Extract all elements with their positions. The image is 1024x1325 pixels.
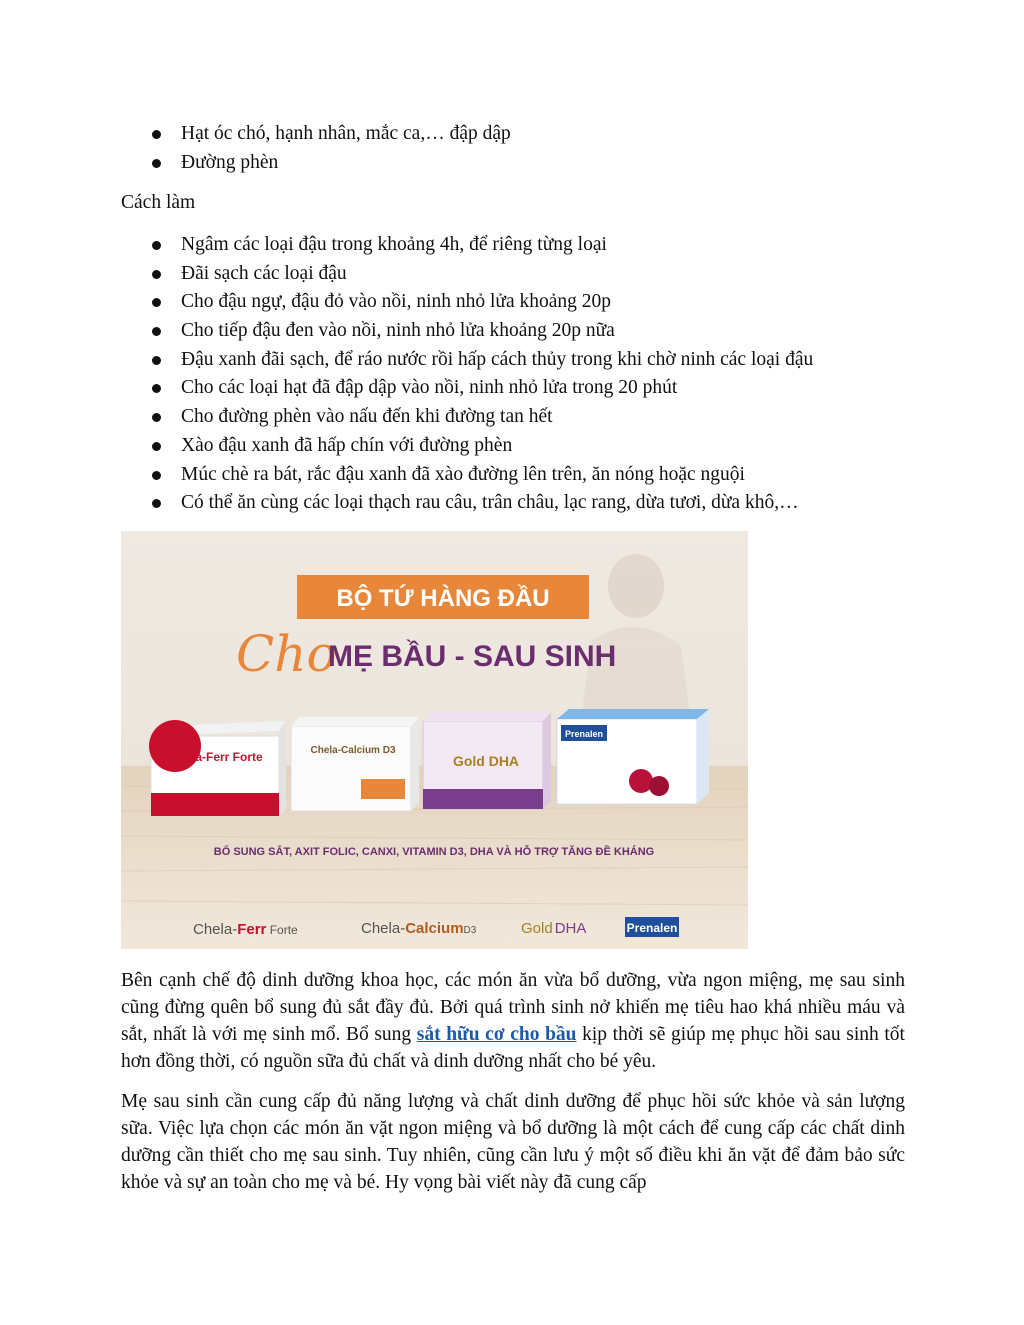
bullet-icon <box>152 130 161 139</box>
list-item: Đường phèn <box>150 149 511 178</box>
ingredients-list <box>150 120 511 177</box>
logo-gold-dha: Gold DHA <box>521 920 587 937</box>
list-item: Xào đậu xanh đã hấp chín với đường phèn <box>150 432 813 461</box>
product-box-chela-calcium <box>291 717 419 811</box>
svg-text:Chela-Ferr Forte: Chela-Ferr Forte <box>169 750 263 764</box>
logo-prenalen: Prenalen <box>626 921 678 935</box>
product-box-prenalen <box>557 709 709 804</box>
list-item: Đãi sạch các loại đậu <box>150 260 813 289</box>
bullet-icon <box>152 384 161 393</box>
banner-graphic <box>121 531 748 949</box>
svg-text:Chela-Calcium D3: Chela-Calcium D3 <box>310 745 396 756</box>
paragraph-conclusion: Mẹ sau sinh cần cung cấp đủ năng lượng và chất dinh dưỡng để phục hồi sức khỏe và sản lượng sữa. Việc lựa chọn các món ăn vặt ngon miệng và bổ dưỡng là một cách để cung cấp các chất dinh dưỡng cần thiết cho mẹ sau sinh. Tuy nhiên, cũng cần lưu ý một số điều khi ăn vặt để đảm bảo sức khỏe và sự an toàn cho mẹ và bé. Hy vọng bài viết này đã cung cấp <box>121 1091 905 1193</box>
logo-chela-calcium: Chela-CalciumD3 <box>361 920 477 937</box>
bullet-icon <box>152 298 161 307</box>
bullet-icon <box>152 270 161 279</box>
product-box-gold-dha <box>423 712 551 809</box>
headline-text: BỘ TỨ HÀNG ĐẦU <box>336 585 550 612</box>
logo-chela-ferr: Chela-Ferr Forte <box>193 921 298 938</box>
bullet-icon <box>152 442 161 451</box>
svg-text:Gold DHA: Gold DHA <box>452 753 520 769</box>
list-item: Cho đường phèn vào nấu đến khi đường tan hết <box>150 403 813 432</box>
bullet-icon <box>152 241 161 250</box>
bullet-icon <box>152 356 161 365</box>
list-item: Hạt óc chó, hạnh nhân, mắc ca,… đập dập <box>150 120 511 149</box>
bullet-icon <box>152 327 161 336</box>
bullet-icon <box>152 413 161 422</box>
list-item: Có thể ăn cùng các loại thạch rau câu, trân châu, lạc rang, dừa tươi, dừa khô,… <box>150 489 813 518</box>
method-heading: Cách làm <box>121 192 196 213</box>
bullet-icon <box>152 471 161 480</box>
paragraph-iron-supplement: Bên cạnh chế độ dinh dưỡng khoa học, các món ăn vừa bổ dưỡng, vừa ngon miệng, mẹ sau sinh cũng đừng quên bổ sung đủ sắt đầy đủ. Bởi quá trình sinh nở khiến mẹ tiêu hao khá nhiều máu và sắt, nhất là với mẹ sinh mổ. Bổ sung sắt hữu cơ cho bầu kịp thời sẽ giúp mẹ phục hồi sau sinh tốt hơn đồng thời, có nguồn sữa đủ chất và dinh dưỡng nhất cho bé yêu. <box>121 970 905 1072</box>
product-banner-image <box>121 531 748 949</box>
method-steps-list <box>150 231 813 518</box>
organic-iron-link[interactable]: sắt hữu cơ cho bầu <box>416 1024 577 1045</box>
script-cho-text: Cho <box>236 625 337 683</box>
tagline-text: BỔ SUNG SẮT, AXIT FOLIC, CANXI, VITAMIN D3, DHA VÀ HỖ TRỢ TĂNG ĐỀ KHÁNG <box>213 846 655 858</box>
list-item: Đậu xanh đãi sạch, để ráo nước rồi hấp cách thủy trong khi chờ ninh các loại đậu <box>150 346 813 375</box>
list-item: Ngâm các loại đậu trong khoảng 4h, để riêng từng loại <box>150 231 813 260</box>
list-item: Cho các loại hạt đã đập dập vào nồi, ninh nhỏ lửa trong 20 phút <box>150 374 813 403</box>
list-item: Cho đậu ngự, đậu đỏ vào nồi, ninh nhỏ lửa khoảng 20p <box>150 288 813 317</box>
subtitle-text: MẸ BẦU - SAU SINH <box>328 640 617 673</box>
svg-text:Prenalen: Prenalen <box>564 729 604 739</box>
bullet-icon <box>152 499 161 508</box>
list-item: Múc chè ra bát, rắc đậu xanh đã xào đường lên trên, ăn nóng hoặc nguội <box>150 461 813 490</box>
bullet-icon <box>152 159 161 168</box>
list-item: Cho tiếp đậu đen vào nồi, ninh nhỏ lửa khoảng 20p nữa <box>150 317 813 346</box>
